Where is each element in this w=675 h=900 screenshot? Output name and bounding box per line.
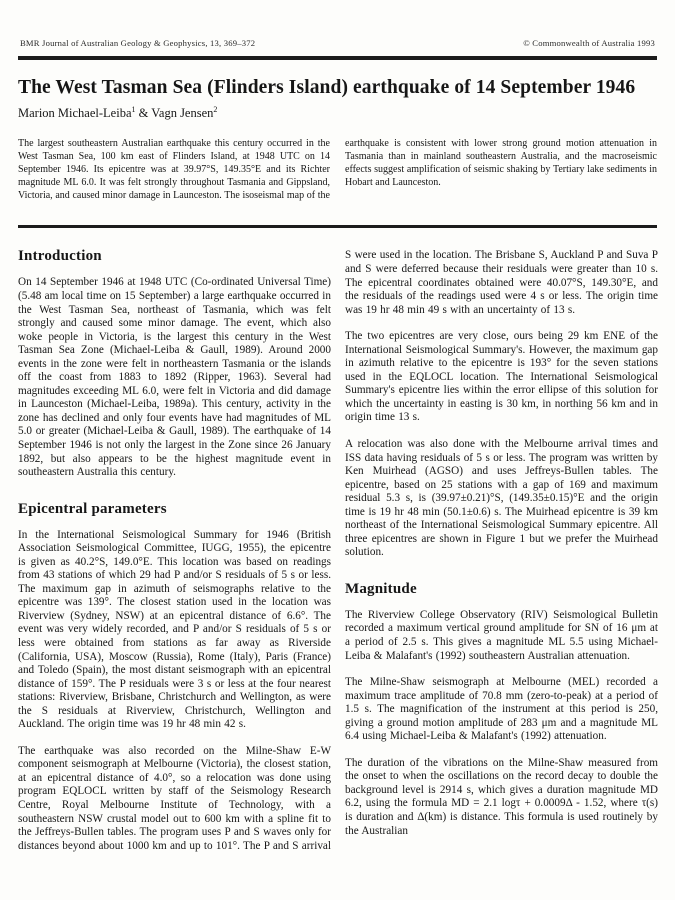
section-heading-epicentral-parameters: Epicentral parameters [18, 500, 167, 517]
copyright-notice: © Commonwealth of Australia 1993 [523, 38, 655, 48]
paragraph-magnitude-2: The Milne-Shaw seismograph at Melbourne (MEL) recorded a maximum trace amplitude of 70.8 mm (zero-to-peak) at a period of 1.5 s. The magnification of the instrument at this period is 250, giving a ground motion amplitude of 283 μm and a magnitude ML 6.4 using Michael-Leiba & Malafant's (1992) attenuation. [345, 676, 658, 743]
paragraph-introduction: On 14 September 1946 at 1948 UTC (Co-ordinated Universal Time) (5.48 am local time on 15 September) a large earthquake occurred in the West Tasman Sea, northeast of Tasmania, which was felt strongly and caused some minor damage. The event, which also woke people in Victoria, is the largest this century in the West Tasman Sea Zone (Michael-Leiba & Gaull, 1989). Around 2000 events in the zone were felt in northeastern Tasmania or the islands off the coast from 1883 to 1892 (Ripper, 1963). Several had magnitudes exceeding ML 6.0, were felt in Victoria and did damage in Launceston (Michael-Leiba, 1989a). This century, activity in the zone has declined and only four events have had magnitudes of ML 5.0 or greater (Michael-Leiba & Gaull, 1989). The earthquake of 14 September 1946 is not only the largest in the Zone since 26 January 1892, but also appears to be the highest magnitude event in southeastern Australia this century. [18, 276, 331, 479]
paragraph-epicentral-2: The earthquake was also recorded on the Milne-Shaw E-W component seismograph at Melbourne (Victoria), the closest station, at an epicentral distance of 4.0°, so a relocation was done using program EQLOCL written by staff of the Seismology Research Centre, Royal Melbourne Institute of Technology, with a southeastern NSW crustal model out to 600 km with a spline fit to the Jeffreys-Bullen tables. The program uses P and S waves only for distances beyond about 1000 km and up to 101°. The P and S arrival [18, 744, 331, 852]
article-title: The West Tasman Sea (Flinders Island) earthquake of 14 September 1946 [18, 76, 636, 98]
abstract-rule [18, 225, 657, 229]
author-2: Vagn Jensen [151, 105, 214, 120]
authors-line [18, 106, 657, 121]
paragraph-epicentral-1: In the International Seismological Summary for 1946 (British Association Seismological Committee, IUGG, 1955), the epicentre is given as 40.2°S, 149.0°E. This location was based on readings from 43 stations of which 29 had P and/or S residuals of 5 s or less. The maximum gap in azimuth of seismographs relative to the epicentre was 139°. The closest station used in the location was Riverview (Sydney, NSW) at an epicentral distance of 6.6°. The event was very widely recorded, and P and/or S residuals of 5 s or less were obtained from stations as far away as Riverside (California, USA), Moscow (Russia), Rome (Italy), Paris (France) and Toledo (Spain), the most distant seismograph with an epicentral distance of 159°. The P residuals were 3 s or less at the four nearest stations: Riverview, Brisbane, Christchurch and Wellington, as were the S residuals at Riverview, Christchurch, Wellington and Auckland. The origin time was 19 hr 48 min 42 s. [18, 528, 331, 731]
section-heading-magnitude: Magnitude [345, 580, 417, 597]
abstract: The largest southeastern Australian earthquake this century occurred in the West Tasman Sea, 100 km east of Flinders Island, at 1948 UTC on 14 September 1946. Its epicentre was at 39.97°S, 149.35°E and its Richter magnitude ML 6.0. It was felt strongly throughout Tasmania and Gippsland, Victoria, and caused minor damage in Launceston. The isoseismal map of the earthquake is consistent with lower strong ground motion attenuation in Tasmania than in mainland southeastern Australia, and the macroseismic effects suggest amplification of seismic shaking by Tertiary lake sediments in Hobart and Launceston. [18, 137, 657, 201]
paragraph-magnitude-1: The Riverview College Observatory (RIV) Seismological Bulletin recorded a maximum vertical ground amplitude for SN of 16 μm at a period of 2.5 s. This gives a magnitude ML 5.5 using Michael-Leiba & Malafant's (1992) southeastern Australian attenuation. [345, 608, 658, 662]
author-2-affiliation-marker: 2 [213, 104, 218, 114]
authors-separator: & [135, 105, 152, 120]
right-column [345, 248, 658, 866]
author-1: Marion Michael-Leiba [18, 105, 132, 120]
running-head [20, 38, 655, 48]
section-heading-introduction: Introduction [18, 248, 102, 265]
paragraph-magnitude-3: The duration of the vibrations on the Milne-Shaw measured from the onset to when the oscillations on the record decay to double the background level is 2914 s, which gives a duration magnitude MD 6.2, using the formula MD = 2.1 logτ + 0.0009Δ - 1.52, where τ(s) is duration and Δ(km) is distance. This formula is used routinely by the Australian [345, 756, 658, 837]
left-column [18, 248, 331, 866]
paragraph-epicentral-4: The two epicentres are very close, ours being 29 km ENE of the International Seismological Summary's. However, the maximum gap in azimuth relative to the epicentre is 193° for the seven stations used in the EQLOCL location. The International Seismological Summary's epicentre lies within the error ellipse of this solution for which the uncertainty in easting is 30 km, in northing 56 km and in origin time 13 s. [345, 330, 658, 424]
header-rule [18, 56, 657, 60]
author-1-affiliation-marker: 1 [131, 104, 136, 114]
article-body [18, 248, 657, 866]
paragraph-epicentral-5: A relocation was also done with the Melbourne arrival times and ISS data having residuals of 5 s or less. The program was written by Ken Muirhead (AGSO) and uses Jeffreys-Bullen tables. The epicentre, based on 25 stations with a gap of 169 and maximum residual 5.3 s, is (39.97±0.21)°S, (149.35±0.15)°E and the origin time is 19 hr 48 min (50.1±0.6) s. The Muirhead epicentre is 39 km northeast of the International Seismological Summary epicentre. All three epicentres are shown in Figure 1 but we prefer the Muirhead solution. [345, 437, 658, 559]
journal-citation: BMR Journal of Australian Geology & Geophysics, 13, 369–372 [20, 38, 256, 48]
paragraph-epicentral-3: S were used in the location. The Brisbane S, Auckland P and Suva P and S were deferred because their residuals were greater than 10 s. The epicentral coordinates obtained were 40.07°S, 149.30°E, and the residuals of the readings used were 4 s or less. The origin time was 19 hr 48 min 49 s with an uncertainty of 13 s. [345, 249, 658, 316]
